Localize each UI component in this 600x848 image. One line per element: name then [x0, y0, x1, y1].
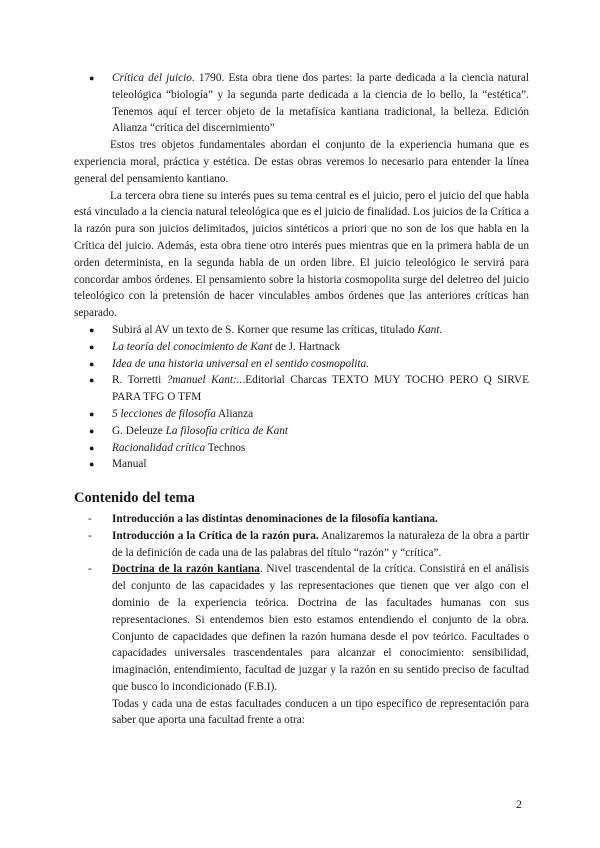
topic-list [74, 511, 529, 696]
list-item-text: Manual [112, 458, 147, 471]
book-title: Racionalidad crítica [112, 441, 206, 454]
bullet-icon: ● [89, 324, 95, 335]
book-title: ?manuel Kant:.. [166, 374, 243, 387]
topic-title: Doctrina de la razón kantiana [112, 563, 260, 576]
list-item [74, 322, 529, 339]
paragraph: La tercera obra tiene su interés pues su tema central es el juicio, pero el juicio del que habla está vinculado a la ciencia natural teleológica que es el juicio de finalidad. Los juicios de la Crítica a la razón pura son juicios delimitados, juicios sintéticos a priori que no son de los que habla en la Crítica del juicio. Además, esta obra tiene otro interés pues mientras que en la primera habla de un orden determinista, en la segunda habla de un orden libre. El juicio teleológico le servirá para concordar ambos órdenes. El pensamiento sobre la historia cosmopolita surge del deletreo del juicio teleológico con la pretensión de hacer vinculables ambos órdenes que las anteriores críticas han separado. [74, 189, 529, 320]
list-item-text: Analizaremos la naturaleza de la obra a partir de la definición de cada una de las palabras del título “razón” y “crítica”. [112, 529, 529, 559]
list-item [74, 511, 529, 528]
bullet-icon: ● [89, 442, 95, 453]
book-title: Idea de una historia universal en el sentido cosmopolita. [112, 357, 369, 370]
book-title: 5 lecciones de filosofía [112, 407, 216, 420]
bullet-icon: ● [89, 459, 95, 470]
list-item-text: . 1790. Esta obra tiene dos partes: la parte dedicada a la ciencia natural teleológica “biología” y la segunda parte dedicada a la ciencia de lo bello, la “estética”. Tenemos aquí el tercer objeto de la metafísica kantiana tradicional, la belleza. Edición Alianza “crítica del discernimiento” [112, 72, 530, 135]
list-item [74, 561, 529, 695]
bullet-icon: ● [89, 73, 95, 83]
bullet-icon: ● [89, 358, 95, 369]
book-title: Crítica del juicio [112, 72, 192, 84]
book-title: La teoría del conocimiento de Kant [112, 340, 273, 353]
list-item [74, 406, 529, 423]
page-number: 2 [516, 797, 522, 811]
list-item-text: G. Deleuze [112, 424, 166, 437]
list-item-text: . Nivel trascendental de la crítica. Consistirá en el análisis del conjunto de las capacidades y las representaciones que tienen que ver algo con el dominio de la experiencia teórica. Doctrina de las facultades humanas con sus representaciones. Si entendemos bien esto estamos entendiendo el conjunto de la obra. Conjunto de capacidades que definen la razón humana desde el pov teórico. Facultades o capacidades universales trascendentales para alcanzar el conocimiento: sensibilidad, imaginación, entendimiento, facultad de juzgar y la razón en su sentido preciso de facultad que busco lo incondicionado (F.B.I). [112, 563, 529, 693]
dash-marker: - [88, 512, 92, 525]
bullet-icon: ● [89, 341, 95, 352]
list-item-text: Technos [205, 441, 246, 454]
list-item-text: Alianza [215, 407, 254, 420]
list-item [74, 372, 529, 406]
topic-title: Introducción a la Crítica de la razón pura. [112, 529, 319, 542]
list-item [74, 356, 529, 373]
bullet-icon: ● [89, 425, 95, 436]
reading-list [74, 322, 529, 473]
page-content [74, 70, 529, 729]
list-item [74, 423, 529, 440]
paragraph: Estos tres objetos fundamentales abordan el conjunto de la experiencia humana que es experiencia moral, práctica y estética. De estas obras veremos lo necesario para entender la línea general del pensamiento kantiano. [74, 139, 529, 185]
first-bullet-list [74, 70, 529, 137]
list-item [74, 70, 529, 137]
list-item [74, 440, 529, 457]
section-heading: Contenido del tema [74, 490, 195, 507]
dash-marker: - [88, 529, 92, 542]
book-title: La filosofía crítica de Kant [165, 424, 289, 437]
list-item-text: Subirá al AV un texto de S. Korner que resume las críticas, titulado [112, 323, 418, 336]
book-title: Kant. [417, 323, 443, 336]
list-item [74, 456, 529, 473]
bullet-icon: ● [89, 408, 95, 419]
dash-marker: - [88, 563, 92, 576]
list-item [74, 339, 529, 356]
list-item-text: .Editorial Charcas TEXTO MUY TOCHO PERO Q SIRVE PARA TFG O TFM [112, 374, 529, 404]
list-item [74, 528, 529, 562]
topic-title: Introducción a las distintas denominaciones de la filosofía kantiana. [112, 512, 438, 525]
list-item-text: de J. Hartnack [272, 340, 341, 353]
bullet-icon: ● [89, 375, 95, 386]
paragraph: Todas y cada una de estas facultades conducen a un tipo específico de representación para saber que aporta una facultad frente a otra: [112, 697, 529, 727]
list-item-text: R. Torretti [112, 374, 167, 387]
